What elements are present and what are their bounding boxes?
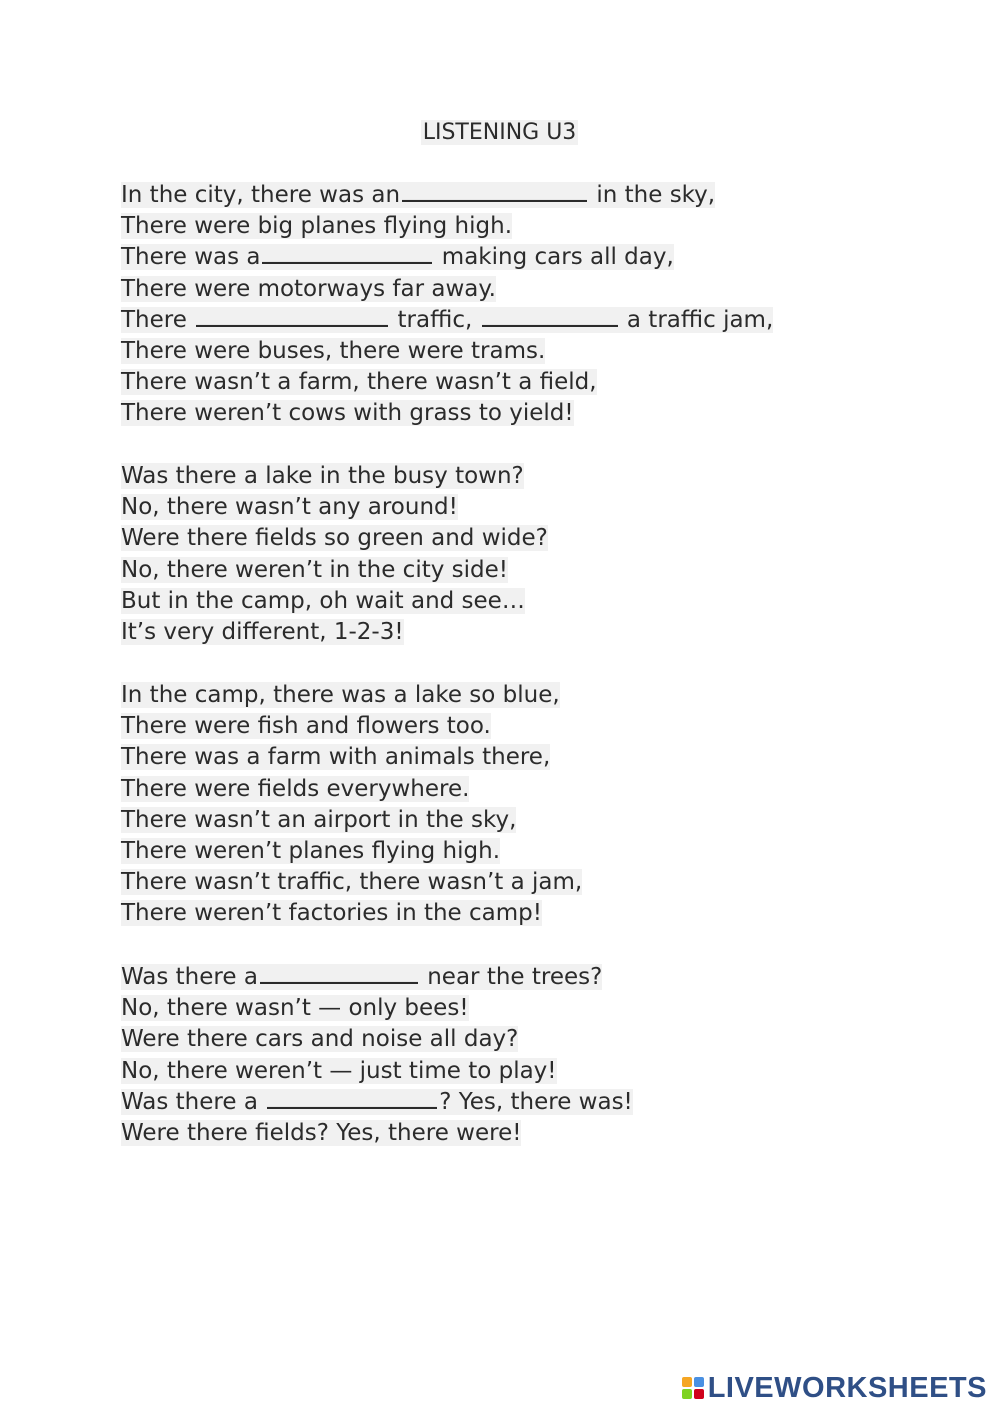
lyric-line: There was a farm with animals there, <box>121 744 551 771</box>
lyric-line: There were motorways far away. <box>121 275 496 302</box>
lyric-line: No, there wasn’t — only bees! <box>121 995 469 1022</box>
lyric-line: There were fish and flowers too. <box>121 713 491 740</box>
brand-name: LIVEWORKSHEETS <box>707 1371 987 1404</box>
answer-blank-4[interactable] <box>482 324 618 327</box>
lyric-line: Were there fields? Yes, there were! <box>121 1119 522 1146</box>
lyric-line: Was there a ? Yes, there was! <box>121 1088 633 1115</box>
lyric-line: It’s very different, 1-2-3! <box>121 618 404 645</box>
answer-blank-3[interactable] <box>196 324 388 327</box>
lyric-line: There weren’t factories in the camp! <box>121 900 542 927</box>
stanza-1 <box>121 180 773 430</box>
stanza-3 <box>121 680 582 930</box>
stanza-2 <box>121 461 548 648</box>
lyric-line: In the city, there was an in the sky, <box>121 182 716 208</box>
lyric-line: There traffic, a traffic jam, <box>121 306 774 333</box>
worksheet-title <box>0 118 999 148</box>
lyric-line: There wasn’t a farm, there wasn’t a field, <box>121 369 597 396</box>
liveworksheets-logo[interactable] <box>682 1372 987 1404</box>
lyric-line: There were fields everywhere. <box>121 775 470 802</box>
answer-blank-5[interactable] <box>260 981 418 984</box>
lyric-line: There wasn’t an airport in the sky, <box>121 806 517 833</box>
answer-blank-1[interactable] <box>402 199 587 202</box>
lyric-line: There were buses, there were trams. <box>121 337 546 364</box>
lyric-line: There was a making cars all day, <box>121 244 674 271</box>
lyric-line: No, there weren’t in the city side! <box>121 556 508 583</box>
lyric-line: But in the camp, oh wait and see… <box>121 587 525 614</box>
title-text: LISTENING U3 <box>422 120 577 145</box>
lyric-line: There wasn’t traffic, there wasn’t a jam, <box>121 869 583 896</box>
lyric-line: No, there wasn’t any around! <box>121 494 458 521</box>
lyric-line: There were big planes flying high. <box>121 213 512 240</box>
lyric-line: There weren’t cows with grass to yield! <box>121 400 574 427</box>
lyric-line: Was there a lake in the busy town? <box>121 463 524 489</box>
lyric-line: Were there cars and noise all day? <box>121 1026 519 1053</box>
answer-blank-6[interactable] <box>267 1106 437 1109</box>
lyric-line: There weren’t planes flying high. <box>121 837 501 864</box>
lyric-line: Was there a near the trees? <box>121 964 603 990</box>
lyric-line: In the camp, there was a lake so blue, <box>121 682 560 708</box>
lyric-line: No, there weren’t — just time to play! <box>121 1057 557 1084</box>
lyric-line: Were there fields so green and wide? <box>121 525 548 552</box>
stanza-4 <box>121 962 633 1149</box>
answer-blank-2[interactable] <box>262 261 432 264</box>
liveworksheets-logo-icon <box>682 1377 704 1399</box>
